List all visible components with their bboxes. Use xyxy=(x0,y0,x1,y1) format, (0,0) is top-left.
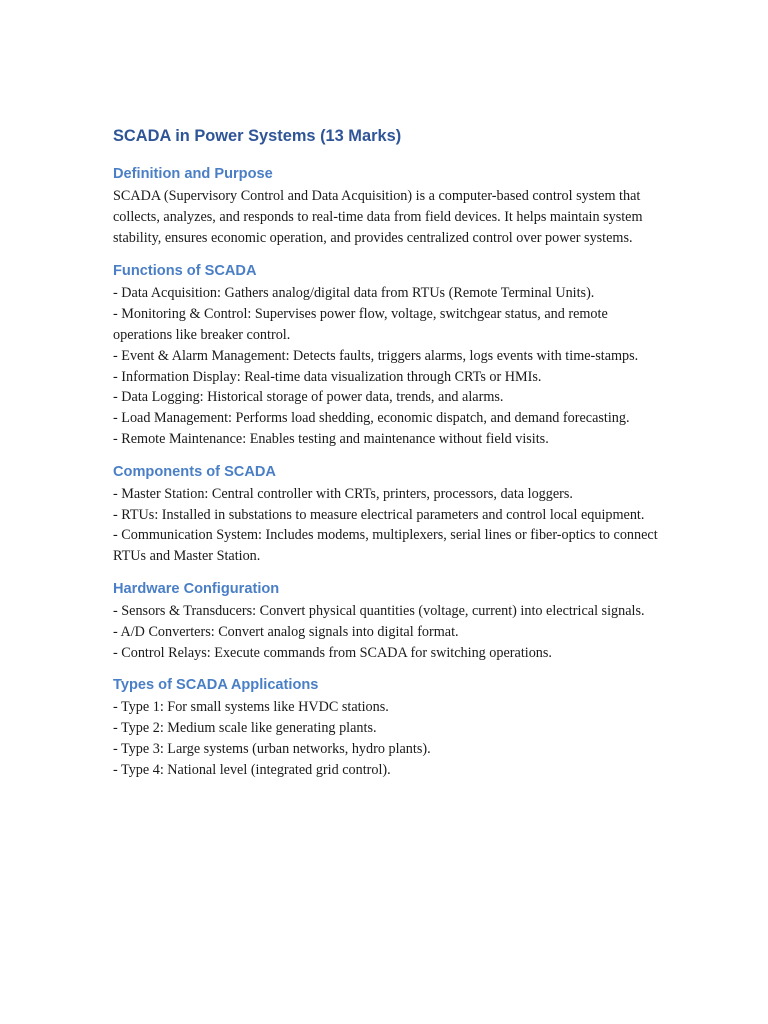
section-heading: Functions of SCADA xyxy=(113,263,257,280)
section-hardware xyxy=(113,579,661,663)
section-heading: Types of SCADA Applications xyxy=(113,677,319,694)
list-item: - Remote Maintenance: Enables testing and maintenance without field visits. xyxy=(113,430,549,447)
document-page xyxy=(113,124,661,793)
functions-list xyxy=(113,283,661,449)
definition-paragraph: SCADA (Supervisory Control and Data Acquisition) is a computer-based control system that collects, analyzes, and responds to real-time data from field devices. It helps maintain system stability, ensures economic operation, and provides centralized control over power systems. xyxy=(113,188,643,246)
list-item: - Type 4: National level (integrated grid control). xyxy=(113,761,391,778)
list-item: - Monitoring & Control: Supervises power flow, voltage, switchgear status, and remote operations like breaker control. xyxy=(113,306,608,343)
section-components xyxy=(113,462,661,567)
list-item: - Control Relays: Execute commands from SCADA for switching operations. xyxy=(113,644,552,661)
list-item: - Event & Alarm Management: Detects faults, triggers alarms, logs events with time-stamps. xyxy=(113,347,639,364)
list-item: - RTUs: Installed in substations to measure electrical parameters and control local equipment. xyxy=(113,506,645,523)
list-item: - Load Management: Performs load shedding, economic dispatch, and demand forecasting. xyxy=(113,410,630,427)
list-item: - Data Logging: Historical storage of power data, trends, and alarms. xyxy=(113,389,504,406)
section-types xyxy=(113,675,661,780)
list-item: - Type 2: Medium scale like generating plants. xyxy=(113,720,377,737)
section-heading: Hardware Configuration xyxy=(113,580,280,597)
list-item: - Sensors & Transducers: Convert physical quantities (voltage, current) into electrical signals. xyxy=(113,602,645,619)
list-item: - Communication System: Includes modems, multiplexers, serial lines or fiber-optics to connect RTUs and Master Station. xyxy=(113,527,658,565)
components-list xyxy=(113,484,661,567)
list-item: - Type 3: Large systems (urban networks, hydro plants). xyxy=(113,740,431,757)
list-item: - Master Station: Central controller with CRTs, printers, processors, data loggers. xyxy=(113,485,573,502)
list-item: - Type 1: For small systems like HVDC stations. xyxy=(113,699,389,716)
list-item: - Information Display: Real-time data visualization through CRTs or HMIs. xyxy=(113,368,542,385)
list-item: - A/D Converters: Convert analog signals into digital format. xyxy=(113,623,459,640)
section-heading: Definition and Purpose xyxy=(113,166,273,182)
section-definition xyxy=(113,164,661,248)
document-title: SCADA in Power Systems (13 Marks) xyxy=(113,127,402,145)
hardware-list xyxy=(113,601,661,663)
section-heading: Components of SCADA xyxy=(113,463,276,480)
list-item: - Data Acquisition: Gathers analog/digital data from RTUs (Remote Terminal Units). xyxy=(113,285,595,302)
types-list xyxy=(113,697,661,780)
section-functions xyxy=(113,261,661,449)
